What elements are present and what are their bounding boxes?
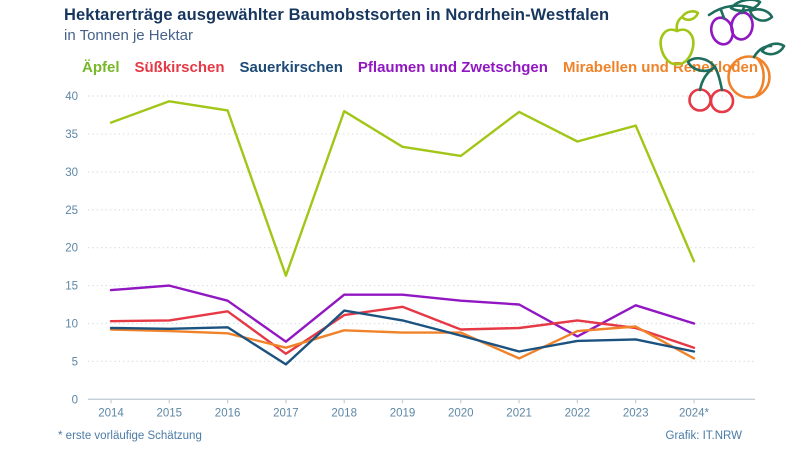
y-axis-tick-label: 40 xyxy=(65,91,78,104)
apple-icon xyxy=(661,11,698,64)
x-axis-tick-label: 2022 xyxy=(564,407,591,420)
header xyxy=(64,6,609,44)
x-axis-tick-label: 2016 xyxy=(214,407,241,420)
apricot-icon xyxy=(729,44,785,98)
plums-icon xyxy=(708,0,772,47)
y-axis-tick-label: 10 xyxy=(65,318,78,331)
y-axis-tick-label: 0 xyxy=(71,394,78,407)
y-axis-tick-label: 35 xyxy=(65,128,78,141)
y-axis-tick-label: 20 xyxy=(65,242,78,255)
series-line-äpfel xyxy=(111,101,694,275)
x-axis-tick-label: 2023 xyxy=(622,407,649,420)
x-axis-tick-label: 2015 xyxy=(156,407,183,420)
series-line-süßkirschen xyxy=(111,307,694,354)
x-axis-tick-label: 2024* xyxy=(678,407,710,420)
page-title: Hektarerträge ausgewählter Baumobstsorten in Nordrhein-Westfalen xyxy=(64,6,610,24)
legend-item-sauerkirschen: Sauerkirschen xyxy=(239,59,343,76)
footnote: * erste vorläufige Schätzung xyxy=(58,430,202,442)
legend-item-mirabellen-und-renekloden: Mirabellen und Renekloden xyxy=(562,59,758,76)
fruit-icons xyxy=(645,0,795,118)
x-axis-tick-label: 2020 xyxy=(448,407,474,420)
x-axis-tick-label: 2021 xyxy=(506,407,532,420)
legend-item-süßkirschen: Süßkirschen xyxy=(134,59,225,76)
y-axis-tick-label: 5 xyxy=(71,356,78,369)
series-line-sauerkirschen xyxy=(111,311,694,365)
y-axis-tick-label: 25 xyxy=(65,204,78,217)
y-axis-tick-label: 30 xyxy=(65,166,78,179)
legend-item-pflaumen-und-zwetschgen: Pflaumen und Zwetschgen xyxy=(357,59,548,76)
x-axis-tick-label: 2017 xyxy=(273,407,299,420)
y-axis-tick-label: 15 xyxy=(65,280,78,293)
x-axis-tick-label: 2019 xyxy=(389,407,416,420)
page-subtitle: in Tonnen je Hektar xyxy=(64,27,193,44)
x-axis-tick-label: 2018 xyxy=(331,407,357,420)
series-line-mirabellen-und-renekloden xyxy=(111,327,694,359)
credit: Grafik: IT.NRW xyxy=(665,430,742,442)
cherries-icon xyxy=(688,58,733,112)
legend-item-äpfel: Äpfel xyxy=(82,59,120,76)
x-axis-tick-label: 2014 xyxy=(98,407,124,420)
